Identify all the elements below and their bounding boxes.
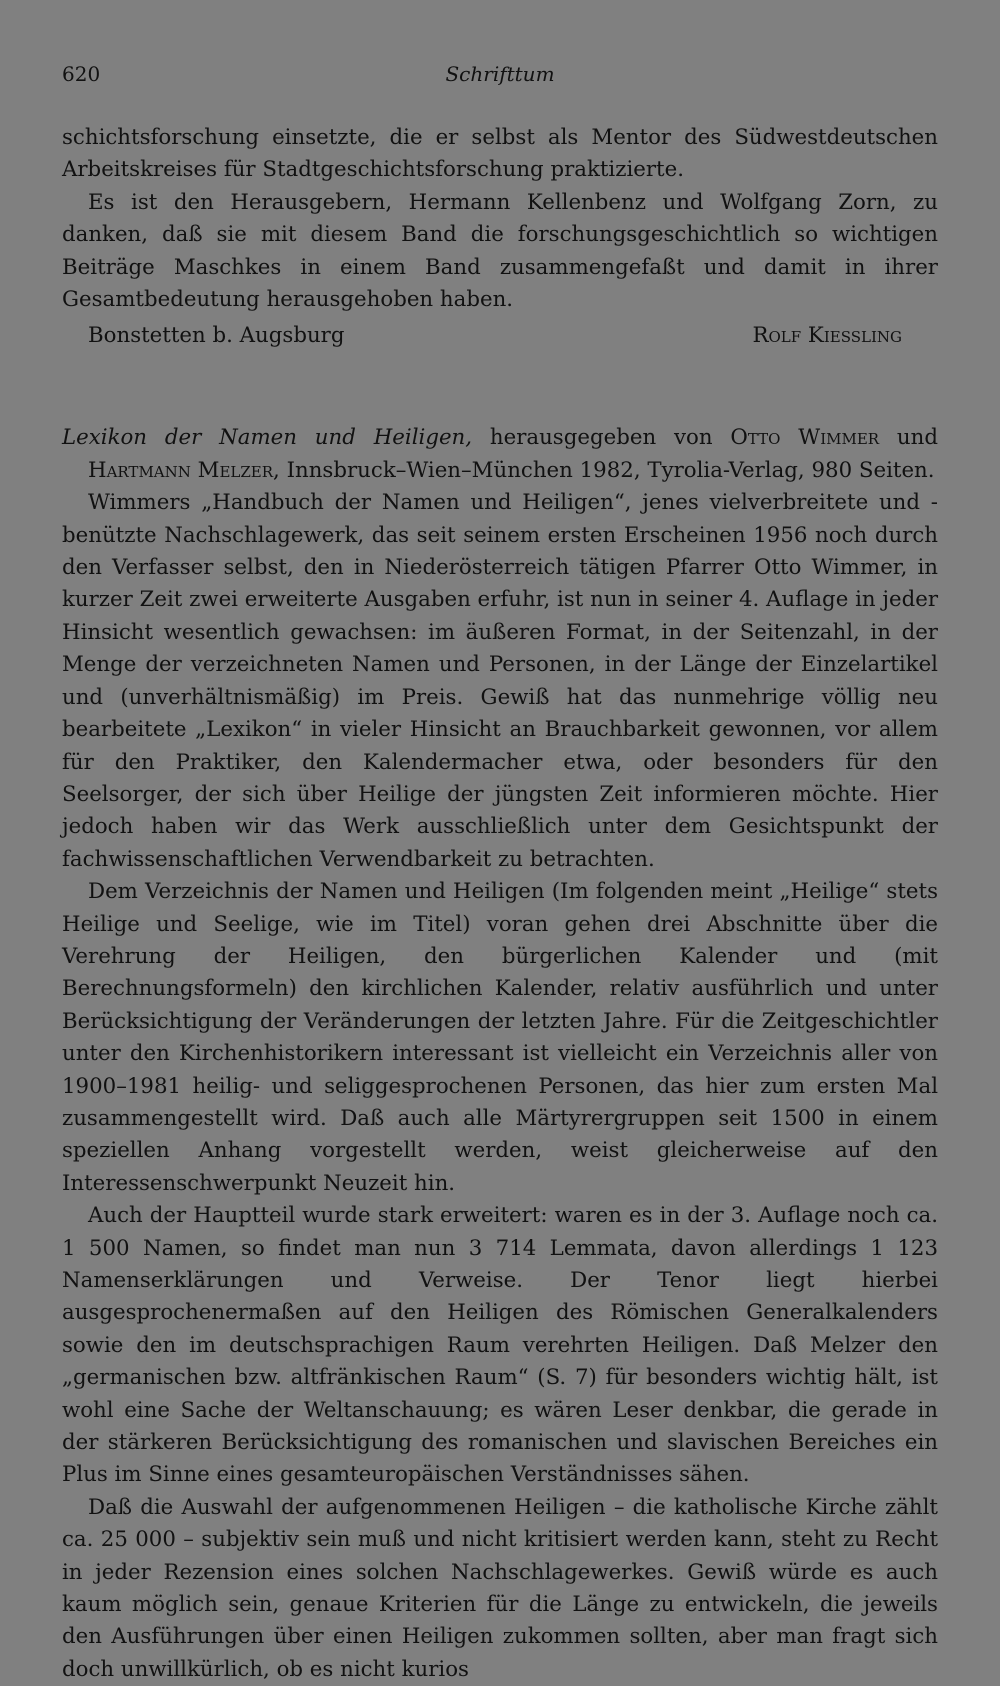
citation-editor-1: Otto Wimmer — [730, 425, 880, 451]
page-number: 620 — [62, 62, 101, 86]
review1-paragraph-2: Es ist den Herausgebern, Hermann Kellenbenz und Wolfgang Zorn, zu danken, daß sie mit diesem Band die forschungsgeschichtlich so wichtigen Beiträge Maschkes in einem Band zusammengefaßt und damit in ihrer Gesamtbedeutung herausgehoben haben. — [62, 189, 938, 313]
review2-paragraph-4: Daß die Auswahl der aufgenommenen Heiligen – die katholische Kirche zählt ca. 25 000 – subjektiv sein muß und nicht kritisiert werden kann, steht zu Recht in jeder Rezension eines solchen Nachschlagewerkes. Gewiß würde es auch kaum möglich sein, genaue Kriterien für die Länge zu entwickeln, die jeweils den Ausführungen über einen Heiligen zukommen sollten, aber man fragt sich doch unwillkürlich, ob es nicht kurios — [62, 1494, 938, 1682]
review2-paragraph-1: Wimmers „Handbuch der Namen und Heiligen“, jenes vielverbreitete und -benützte Nachschlagewerk, das seit seinem ersten Erscheinen 1956 noch durch den Verfasser selbst, den in Niederösterreich tätigen Pfarrer Otto Wimmer, in kurzer Zeit zwei erweiterte Ausgaben erfuhr, ist nun in seiner 4. Auflage in jeder Hinsicht wesentlich gewachsen: im äußeren Format, in der Seitenzahl, in der Menge der verzeichneten Namen und Personen, in der Länge der Einzelartikel und (unverhältnismäßig) im Preis. Gewiß hat das nunmehrige völlig neu bearbeitete „Lexikon“ in vieler Hinsicht an Brauchbarkeit gewonnen, vor allem für den Praktiker, den Kalendermacher etwa, oder besonders für den Seelsorger, der sich über Heilige der jüngsten Zeit informieren möchte. Hier jedoch haben wir das Werk ausschließlich unter dem Gesichtspunkt der fachwissenschaftlichen Verwendbarkeit zu betrachten. — [62, 490, 938, 872]
page-body — [62, 122, 938, 1686]
review-maschke-end — [62, 122, 938, 352]
review1-reviewer: Rolf Kiessling — [752, 323, 902, 349]
review2-paragraph-2: Dem Verzeichnis der Namen und Heiligen (Im folgenden meint „Heilige“ stets Heilige und Seelige, wie im Titel) voran gehen drei Abschnitte über die Verehrung der Heiligen, den bürgerlichen Kalender und (mit Berechnungsformeln) den kirchlichen Kalender, relativ ausführlich und unter Berücksichtigung der Veränderungen der letzten Jahre. Für die Zeitgeschichtler unter den Kirchenhistorikern interessant ist vielleicht ein Verzeichnis aller von 1900–1981 heilig- und seliggesprochenen Personen, das hier zum ersten Mal zusammengestellt wird. Daß auch alle Märtyrergruppen seit 1500 in einem speziellen Anhang vorgestellt werden, weist gleicherweise auf den Interessenschwerpunkt Neuzeit hin. — [62, 879, 938, 1196]
review1-signoff — [62, 320, 938, 352]
book-citation — [62, 422, 938, 487]
citation-editors-intro: herausgegeben von — [472, 425, 731, 451]
citation-editor-2: Hartmann Melzer — [88, 457, 274, 483]
citation-and: und — [879, 425, 939, 451]
citation-details: , Innsbruck–Wien–München 1982, Tyrolia-Verlag, 980 Seiten. — [273, 457, 935, 483]
book-title: Lexikon der Namen und Heiligen, — [62, 425, 473, 451]
review1-paragraph-1: schichtsforschung einsetzte, die er selbst als Mentor des Südwestdeutschen Arbeitskreises für Stadtgeschichtsforschung praktizierte. — [62, 125, 938, 183]
review2-paragraph-3: Auch der Hauptteil wurde stark erweitert: waren es in der 3. Auflage noch ca. 1 500 Namen, so findet man nun 3 714 Lemmata, davon allerdings 1 123 Namenserklärungen und Verweise. Der Tenor liegt hierbei ausgesprochenermaßen auf den Heiligen des Römischen Generalkalenders sowie den im deutschsprachigen Raum verehrten Heiligen. Daß Melzer den „germanischen bzw. altfränkischen Raum“ (S. 7) für besonders wichtig hält, ist wohl eine Sache der Weltanschauung; es wären Leser denkbar, die gerade in der stärkeren Berücksichtigung des romanischen und slavischen Bereiches ein Plus im Sinne eines gesamteuropäischen Verständnisses sähen. — [62, 1203, 938, 1488]
review1-place: Bonstetten b. Augsburg — [88, 323, 345, 349]
review-lexikon — [62, 422, 938, 1686]
page-header — [62, 62, 938, 92]
running-title: Schrifttum — [445, 62, 555, 86]
